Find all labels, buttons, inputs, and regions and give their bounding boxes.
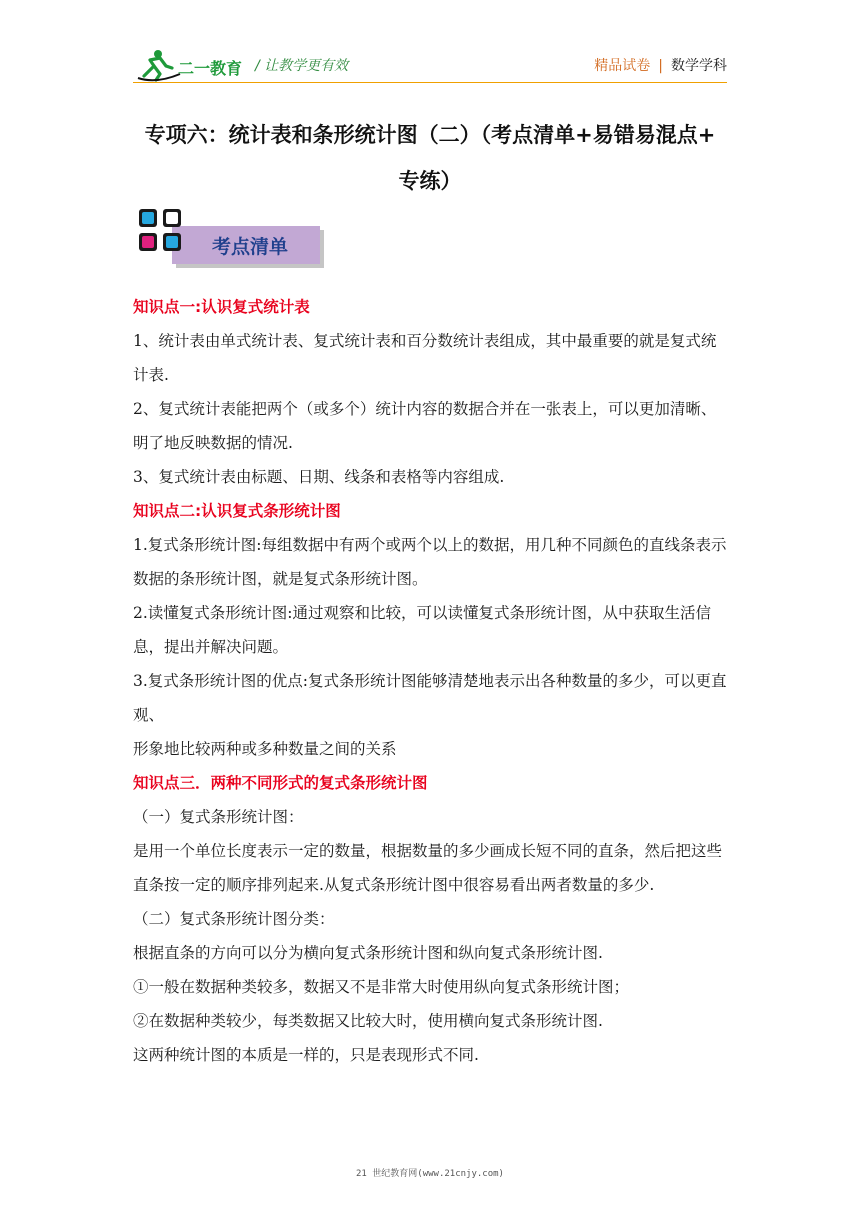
page-title — [133, 112, 727, 204]
header-separator: | — [658, 58, 663, 74]
paragraph: 3、复式统计表由标题、日期、线条和表格等内容组成. — [133, 468, 505, 486]
header-divider — [133, 82, 727, 83]
section-heading-1: 知识点一:认识复式统计表 — [133, 298, 310, 316]
section-heading-2: 知识点二:认识复式条形统计图 — [133, 502, 341, 520]
header-right — [594, 55, 727, 75]
tag-label: 精品试卷 — [594, 58, 651, 74]
logo-text: 二一教育 — [178, 59, 243, 78]
paragraph: （一）复式条形统计图： — [133, 808, 304, 826]
paragraph: （二）复式条形统计图分类： — [133, 910, 335, 928]
paragraph: ①一般在数据种类较多，数据又不是非常大时使用纵向复式条形统计图； — [133, 978, 630, 996]
runner-icon — [138, 50, 180, 80]
paragraph: 1.复式条形统计图:每组数据中有两个或两个以上的数据，用几种不同颜色的直线条表示数据的条形统计图，就是复式条形统计图。 — [133, 536, 727, 588]
paragraph: 2.读懂复式条形统计图:通过观察和比较，可以读懂复式条形统计图，从中获取生活信息，提出并解决问题。 — [133, 604, 712, 656]
logo — [136, 48, 246, 82]
paragraph: 1、统计表由单式统计表、复式统计表和百分数统计表组成，其中最重要的就是复式统计表. — [133, 332, 717, 384]
page-header — [0, 0, 860, 90]
paragraph: 3.复式条形统计图的优点:复式条形统计图能够清楚地表示出各种数量的多少，可以更直观、 — [133, 672, 727, 724]
subject-label: 数学学科 — [671, 58, 727, 74]
slogan: / 让教学更有效 — [255, 58, 349, 74]
paragraph: 这两种统计图的本质是一样的，只是表现形式不同. — [133, 1046, 479, 1064]
banner-label: 考点清单 — [212, 236, 289, 258]
title-line-1: 专项六：统计表和条形统计图（二）（考点清单+易错易混点+ — [144, 123, 716, 147]
paragraph: 是用一个单位长度表示一定的数量，根据数量的多少画成长短不同的直条，然后把这些直条按一定的顺序排列起来.从复式条形统计图中很容易看出两者数量的多少. — [133, 842, 723, 894]
paragraph: 形象地比较两种或多种数量之间的关系 — [133, 740, 397, 758]
main-content — [133, 290, 731, 1072]
paragraph: ②在数据种类较少，每类数据又比较大时，使用横向复式条形统计图. — [133, 1012, 603, 1030]
page-footer: 21 世纪教育网(www.21cnjy.com) — [356, 1169, 504, 1179]
title-line-2: 专练） — [398, 169, 462, 193]
paragraph: 根据直条的方向可以分为横向复式条形统计图和纵向复式条形统计图. — [133, 944, 603, 962]
section-heading-3: 知识点三．两种不同形式的复式条形统计图 — [133, 774, 428, 792]
paragraph: 2、复式统计表能把两个（或多个）统计内容的数据合并在一张表上，可以更加清晰、明了地反映数据的情况. — [133, 400, 717, 452]
